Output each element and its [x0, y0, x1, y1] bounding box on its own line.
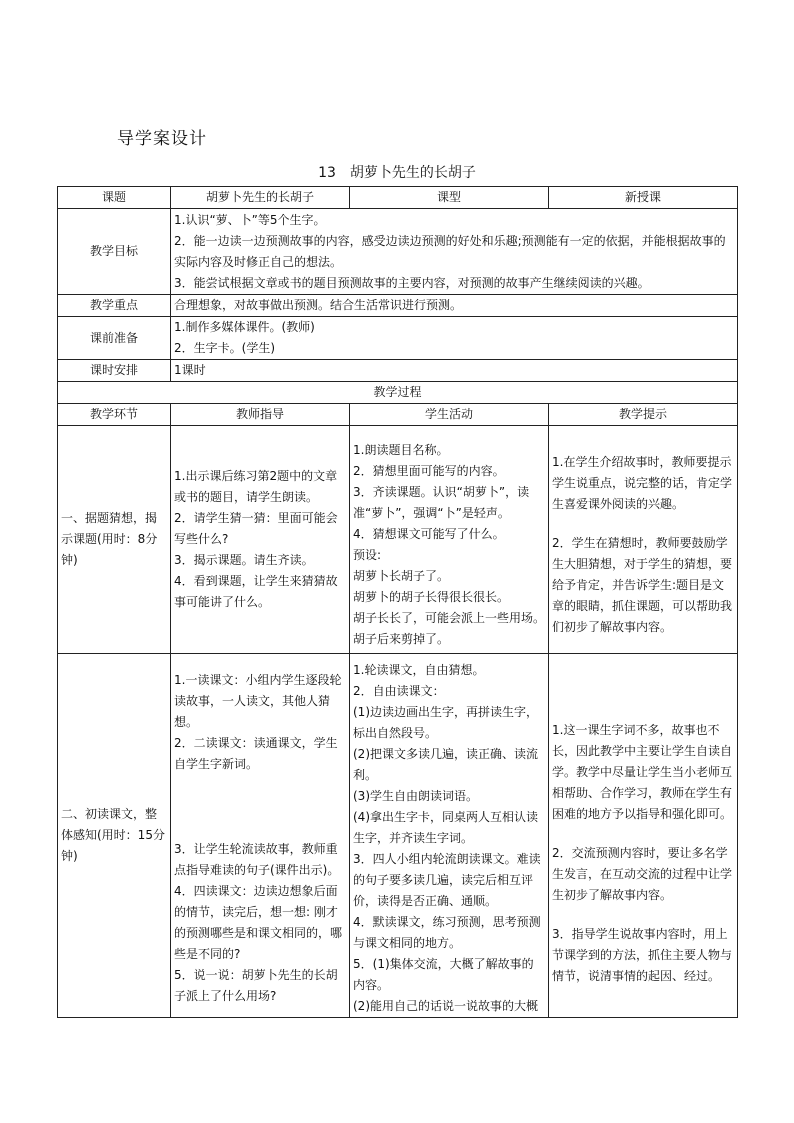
lesson-title — [0, 162, 794, 182]
stage1-row — [58, 426, 738, 654]
student-step: 胡萝卜长胡子了。 — [353, 568, 450, 583]
page-heading: 导学案设计 — [117, 129, 207, 149]
student-step: 胡子后来剪掉了。 — [353, 631, 450, 646]
topic-row — [58, 187, 738, 209]
key-points-label: 教学重点 — [58, 295, 171, 317]
header-stage: 教学环节 — [58, 404, 171, 426]
stage2-row — [58, 654, 738, 1018]
student-step: 4．默读课文，练习预测，思考预测与课文相同的地方。 — [353, 915, 541, 950]
stage1-name: 一、据题猜想，揭示课题(用时：8分钟) — [58, 426, 171, 654]
tip-item: 2．学生在猜想时，教师要鼓励学生大胆猜想，对于学生的猜想，要给予肯定，并告诉学生:题目是文章的眼睛，抓住课题，可以帮助我们初步了解故事内容。 — [552, 535, 733, 634]
preparation-label: 课前准备 — [58, 317, 171, 360]
tip-item: 2．交流预测内容时，要让多名学生发言，在互动交流的过程中让学生初步了解故事内容。 — [552, 846, 733, 902]
preparation-item: 2．生字卡。(学生) — [174, 341, 275, 355]
stage1-teacher — [171, 426, 350, 654]
teacher-step: 3．让学生轮流读故事，教师重点指导难读的句子(课件出示)。 — [174, 842, 340, 877]
student-step: (2)把课文多读几遍，读正确、读流利。 — [353, 747, 538, 782]
header-tips: 教学提示 — [549, 404, 738, 426]
process-title-row — [58, 382, 738, 404]
student-step: 胡萝卜的胡子长得很长很长。 — [353, 589, 510, 604]
teacher-step: 2．请学生猜一猜：里面可能会写些什么? — [174, 511, 338, 546]
tip-item: 1.在学生介绍故事时，教师要提示学生说重点，说完整的话，肯定学生喜爱课外阅读的兴趣。 — [552, 454, 733, 511]
teacher-step: 4．看到课题，让学生来猜猜故事可能讲了什么。 — [174, 574, 338, 609]
preparation-row — [58, 317, 738, 360]
goals-row — [58, 209, 738, 295]
schedule-label: 课时安排 — [58, 360, 171, 382]
teacher-step: 4．四读课文：边读边想象后面的情节，读完后，想一想: 刚才的预测哪些是和课文相同的，哪些是不同的? — [174, 884, 343, 961]
student-step: 1.朗读题目名称。 — [353, 442, 449, 457]
header-student: 学生活动 — [350, 404, 549, 426]
key-points-row — [58, 295, 738, 317]
process-title: 教学过程 — [58, 382, 738, 404]
stage1-tips — [549, 426, 738, 654]
student-step: 2．自由读课文： — [353, 684, 445, 698]
goals-label: 教学目标 — [58, 209, 171, 295]
lesson-plan-table — [57, 186, 738, 1018]
student-step: 胡子长长了，可能会派上一些用场。 — [353, 610, 546, 625]
student-step: 3．齐读课题。认识“胡萝卜”，读准“萝卜”，强调“卜”是轻声。 — [353, 484, 530, 520]
student-step: 2．猜想里面可能写的内容。 — [353, 463, 505, 478]
lesson-number: 13 — [318, 165, 336, 181]
type-label: 课型 — [350, 187, 549, 209]
stage2-teacher — [171, 654, 350, 1018]
tip-item: 3．指导学生说故事内容时，用上节课学到的方法，抓住主要人物与情节，说清事情的起因、经过。 — [552, 927, 733, 983]
type-value: 新授课 — [549, 187, 738, 209]
student-step: 1.轮读课文，自由猜想。 — [353, 663, 485, 677]
topic-value: 胡萝卜先生的长胡子 — [171, 187, 350, 209]
student-step: (2)能用自己的话说一说故事的大概 — [353, 999, 538, 1013]
schedule-row — [58, 360, 738, 382]
stage2-student — [350, 654, 549, 1018]
key-points-value: 合理想象，对故事做出预测。结合生活常识进行预测。 — [171, 295, 738, 317]
student-step: 3．四人小组内轮流朗读课文。难读的句子要多读几遍，读完后相互评价，读得是否正确、通顺。 — [353, 852, 541, 908]
topic-label: 课题 — [58, 187, 171, 209]
goals-content — [171, 209, 738, 295]
goal-item: 2．能一边读一边预测故事的内容，感受边读边预测的好处和乐趣;预测能有一定的依据，并能根据故事的实际内容及时修正自己的想法。 — [174, 233, 726, 269]
lesson-name: 胡萝卜先生的长胡子 — [349, 165, 476, 181]
teacher-step: 5．说一说：胡萝卜先生的长胡子派上了什么用场? — [174, 968, 338, 1003]
schedule-value: 1课时 — [171, 360, 738, 382]
teacher-step: 2．二读课文：读通课文，学生自学生字新词。 — [174, 736, 338, 771]
stage2-tips — [549, 654, 738, 1018]
header-teacher: 教师指导 — [171, 404, 350, 426]
goal-item: 1.认识“萝、卜”等5个生字。 — [174, 212, 326, 227]
goal-item: 3．能尝试根据文章或书的题目预测故事的主要内容，对预测的故事产生继续阅读的兴趣。 — [174, 275, 650, 290]
student-step: 5．(1)集体交流，大概了解故事的内容。 — [353, 957, 534, 992]
student-step: (4)拿出生字卡，同桌两人互相认读生字，并齐读生字词。 — [353, 810, 538, 845]
student-step: 4．猜想课文可能写了什么。 — [353, 526, 505, 541]
preparation-item: 1.制作多媒体课件。(教师) — [174, 320, 315, 334]
teacher-step: 3．揭示课题。请生齐读。 — [174, 553, 314, 567]
teacher-step: 1.出示课后练习第2题中的文章或书的题目，请学生朗读。 — [174, 469, 338, 504]
student-step: (3)学生自由朗读词语。 — [353, 789, 478, 803]
student-step: (1)边读边画出生字，再拼读生字，标出自然段号。 — [353, 705, 538, 740]
preparation-content — [171, 317, 738, 360]
tip-item: 1.这一课生字词不多，故事也不长，因此教学中主要让学生自读自学。教学中尽量让学生当小老师互相帮助、合作学习，教师在学生有困难的地方予以指导和强化即可。 — [552, 723, 733, 821]
student-step: 预设: — [353, 547, 382, 562]
process-header-row — [58, 404, 738, 426]
teacher-step: 1.一读课文：小组内学生逐段轮读故事，一人读文，其他人猜想。 — [174, 673, 342, 729]
stage2-name: 二、初读课文，整体感知(用时：15分钟) — [58, 654, 171, 1018]
stage1-student — [350, 426, 549, 654]
